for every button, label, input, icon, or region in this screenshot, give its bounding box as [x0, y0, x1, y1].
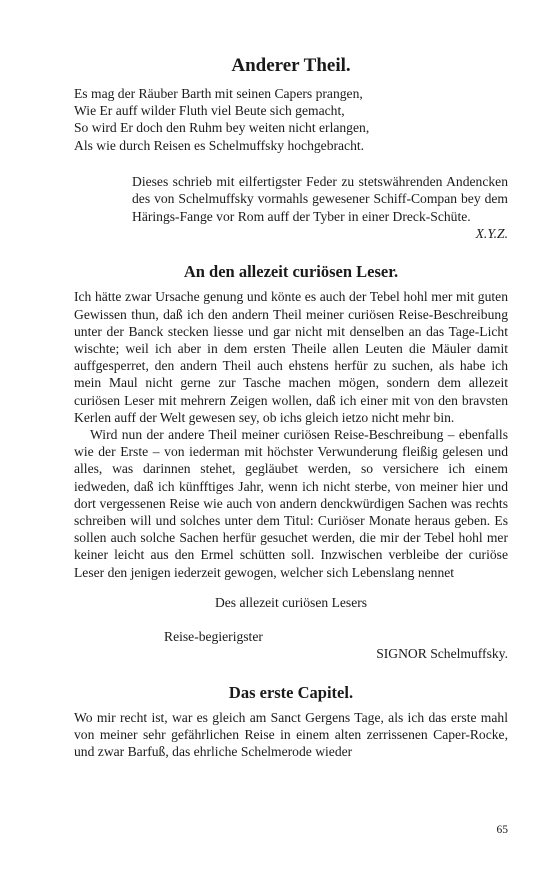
- verse-line: So wird Er doch den Ruhm bey weiten nicht erlangen,: [74, 120, 370, 136]
- verse-line: Wie Er auff wilder Fluth viel Beute sich gemacht,: [74, 103, 345, 119]
- preface-title: An den allezeit curiösen Leser.: [183, 262, 399, 282]
- dedication-signature: X.Y.Z.: [475, 226, 508, 242]
- preface-paragraph: Ich hätte zwar Ursache genung und könte es auch der Tebel hohl mer mit guten Gewissen thun, daß ich den andern Theil meiner curiösen Reise-Beschreibung unter der Banck stecken liesse und gar nicht mit denselben an das Tage-Licht wischte; weil ich aber in dem ersten Theile allen Leuten die Mäuler damit auffgesperret, den andern Theil auch ehstens herfür zu suchen, als habe ich mein Maul nicht gerne zur Tasche machen mögen, sondern dem allezeit curiösen Leser mit mehrern Zeigen wollen, daß ich einer mit von den bravsten Kerlen auff der Welt gewesen sey, ob ichs gleich ietzo nicht mehr bin.: [74, 289, 508, 425]
- verse-line: Als wie durch Reisen es Schelmuffsky hochgebracht.: [74, 137, 365, 153]
- book-page: [74, 54, 508, 761]
- preface-paragraph: Wird nun der andere Theil meiner curiösen Reise-Beschreibung – ebenfalls wie der Erste – von iederman mit höchster Verwunderung fleißig gelesen und alles, was darinnen stehet, gegläubet werden, so versichere ich einem iedweden, daß ich künfftiges Jahr, wenn ich nicht sterbe, von meiner hier und dort vergessenen Reise wie auch von andern denckwürdigen Sachen was rechts schreiben will und solches unter dem Titul: Curiöser Monate heraus geben. Es sollen auch solche Sachen herfür gesuchet werden, die mir der Tebel hohl mer keiner leicht aus den Ermel schütten soll. Inzwischen verbleibe der curiöse Leser den jenigen iederzeit gewogen, welcher sich Lebenslang nennet: [74, 427, 508, 580]
- verse-block: [74, 85, 508, 154]
- closing-line: Des allezeit curiösen Lesers: [214, 594, 368, 610]
- chapter-title: Das erste Capitel.: [228, 682, 354, 702]
- page-number: 65: [496, 824, 508, 836]
- section-title: Anderer Theil.: [231, 55, 351, 76]
- chapter-paragraph: Wo mir recht ist, war es gleich am Sanct Gergens Tage, als ich das erste mahl von meiner sehr gefährlichen Reise in einem alten zerrissenen Caper-Rocke, und zwar Barfuß, das ehrliche Schelmerode wieder: [74, 709, 508, 760]
- closing-line: Reise-begierigster: [164, 628, 263, 644]
- verse-line: Es mag der Räuber Barth mit seinen Capers prangen,: [74, 86, 363, 101]
- dedication-block: [132, 173, 508, 243]
- dedication-text: Dieses schrieb mit eilfertigster Feder zu stetswährenden Andencken des von Schelmuffsky vormahls gewesener Schiff-Compan bey dem Härings-Fange vor Rom auff der Tyber in einer Dreck-Schüte.: [132, 173, 508, 224]
- closing-signature: SIGNOR Schelmuffsky.: [376, 645, 508, 661]
